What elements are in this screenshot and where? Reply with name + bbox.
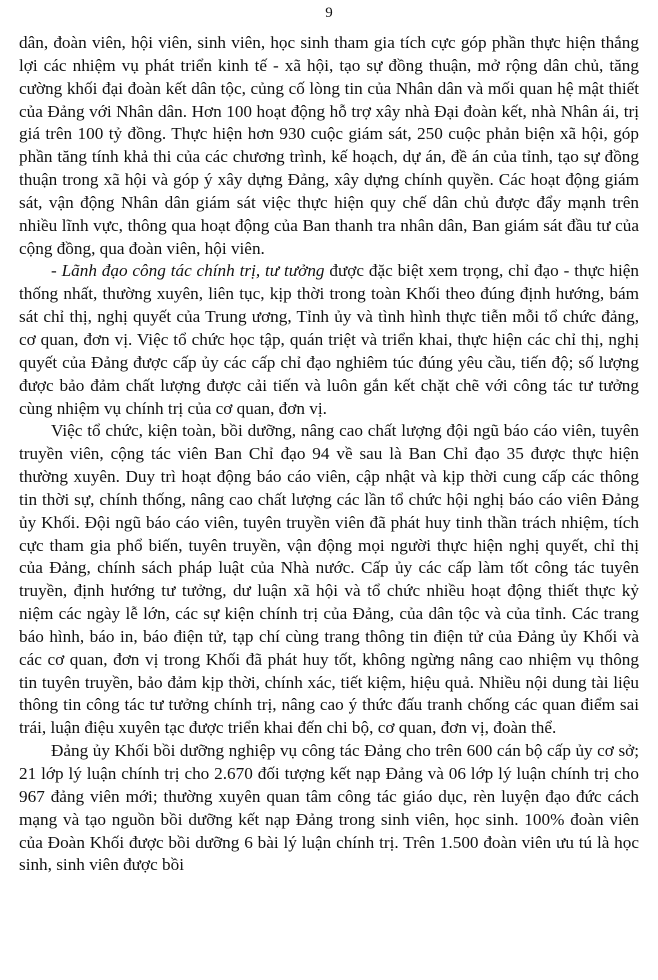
paragraph-2 [19, 260, 639, 420]
paragraph-3-text: Việc tổ chức, kiện toàn, bồi dưỡng, nâng cao chất lượng đội ngũ báo cáo viên, tuyên truyền viên, cộng tác viên Ban Chỉ đạo 94 về sau là Ban Chỉ đạo 35 được thực hiện thường xuyên. Duy trì hoạt động báo cáo viên, cập nhật và kịp thời cung cấp các thông tin thời sự, chính thống, nâng cao chất lượng các lần tổ chức hội nghị báo cáo viên Đảng ủy Khối. Đội ngũ báo cáo viên, tuyên truyền viên đã phát huy tinh thần trách nhiệm, tích cực tham gia phổ biến, tuyên truyền, vận động mọi người thực hiện nghị quyết, chỉ thị của Đảng, chính sách pháp luật của Nhà nước. Cấp ủy các cấp làm tốt công tác tuyên truyền, định hướng tư tưởng, dư luận xã hội và tổ chức nhiều hoạt động thiết thực kỷ niệm các ngày lễ lớn, các sự kiện chính trị của Đảng, của dân tộc và của tỉnh. Các trang báo hình, báo in, báo điện tử, tạp chí cùng trang thông tin điện tử của Đảng ủy Khối và các cơ quan, đơn vị trong Khối đã phát huy tốt, không ngừng nâng cao nhiệm vụ thông tin tuyên truyền, bảo đảm kịp thời, chính xác, tiết kiệm, hiệu quả. Nhiều nội dung tài liệu thông tin công tác tư tưởng chính trị, nâng cao ý thức đấu tranh chống các quan điểm sai trái, luận điệu xuyên tạc được triển khai đến chi bộ, cơ quan, đơn vị, đoàn thể. [19, 421, 639, 738]
paragraph-1 [19, 32, 639, 260]
paragraph-4-text: Đảng ủy Khối bồi dưỡng nghiệp vụ công tác Đảng cho trên 600 cán bộ cấp ủy cơ sở; 21 lớp lý luận chính trị cho 2.670 đối tượng kết nạp Đảng và 06 lớp lý luận chính trị cho 967 đảng viên mới; thường xuyên quan tâm công tác giáo dục, rèn luyện đạo đức cách mạng và tạo nguồn bồi dưỡng kết nạp Đảng trong sinh viên, học sinh. 100% đoàn viên của Đoàn Khối được bồi dưỡng 6 bài lý luận chính trị. Trên 1.500 đoàn viên ưu tú là học sinh, sinh viên được bồi [19, 741, 639, 875]
page-number: 9 [325, 5, 333, 21]
paragraph-1-text: dân, đoàn viên, hội viên, sinh viên, học sinh tham gia tích cực góp phần thực hiện thắng lợi các nhiệm vụ phát triển kinh tế - xã hội, tạo sự đồng thuận, mở rộng dân chủ, tăng cường khối đại đoàn kết dân tộc, củng cố lòng tin của Nhân dân và mối quan hệ mật thiết của Đảng với Nhân dân. Hơn 100 hoạt động hỗ trợ xây nhà Đại đoàn kết, nhà Nhân ái, trị giá trên 100 tỷ đồng. Thực hiện hơn 930 cuộc giám sát, 250 cuộc phản biện xã hội, góp phần tăng tính khả thi của các chương trình, kế hoạch, dự án, đề án của tỉnh, tạo sự đồng thuận trong xã hội và góp ý xây dựng Đảng, xây dựng chính quyền. Các hoạt động giám sát, vận động Nhân dân giám sát việc thực hiện quy chế dân chủ được đẩy mạnh trên nhiều lĩnh vực, thông qua hoạt động của Ban thanh tra nhân dân, Ban giám sát đầu tư của cộng đồng, qua đoàn viên, hội viên. [19, 33, 639, 258]
paragraph-2-text: được đặc biệt xem trọng, chỉ đạo - thực hiện thống nhất, thường xuyên, liên tục, kịp thời trong toàn Khối theo đúng định hướng, bám sát chỉ thị, nghị quyết của Trung ương, Tỉnh ủy và tình hình thực tiễn mỗi tổ chức đảng, cơ quan, đơn vị. Việc tổ chức học tập, quán triệt và triển khai, thực hiện các chỉ thị, nghị quyết của Đảng được cấp ủy các cấp chỉ đạo nghiêm túc đúng yêu cầu, tiến độ; số lượng được bảo đảm chất lượng được cải tiến và luôn gắn kết chặt chẽ với công tác tư tưởng cùng nhiệm vụ chính trị của cơ quan, đơn vị. [19, 261, 639, 418]
paragraph-3 [19, 420, 639, 740]
paragraph-2-lead: - Lãnh đạo công tác chính trị, tư tưởng [51, 261, 325, 281]
paragraph-4 [19, 740, 639, 877]
